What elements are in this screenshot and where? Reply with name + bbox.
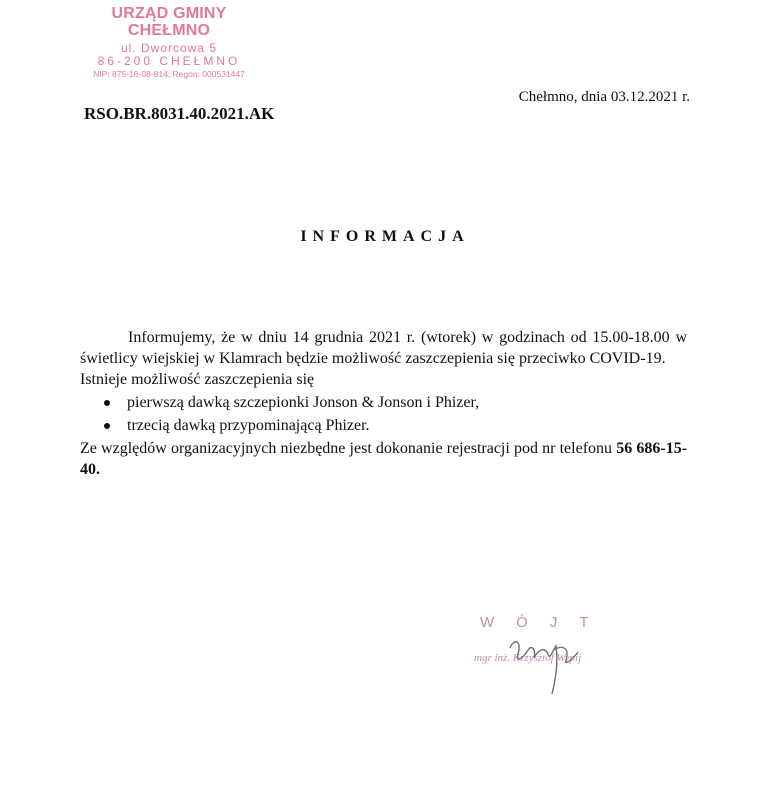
registration-text: Ze względów organizacyjnych niezbędne jest dokonanie rejestracji pod nr telefonu xyxy=(80,440,613,457)
signature-block xyxy=(468,612,638,702)
stamp-city: 86-200 CHEŁMNO xyxy=(97,54,241,69)
stamp-ids: NIP: 875-16-08-814; Regon: 000531447 xyxy=(93,68,245,79)
bullet-icon xyxy=(104,423,110,429)
document-body xyxy=(80,327,687,480)
stamp-street: ul. Dworcowa 5 xyxy=(120,40,218,55)
phone-number: 56 686-15-40. xyxy=(80,440,688,478)
info-paragraph: Informujemy, że w dniu 14 grudnia 2021 r. (wtorek) w godzinach od 15.00-18.00 w świetlicy wiejskiej w Klamrach będzie możliwość zaszczepienia się przeciwko COVID-19. xyxy=(80,329,687,367)
bullet-icon xyxy=(104,400,110,406)
handwritten-signature xyxy=(492,620,602,700)
document-title: INFORMACJA xyxy=(300,228,470,245)
office-stamp xyxy=(74,6,264,79)
reference-number: RSO.BR.8031.40.2021.AK xyxy=(84,104,275,123)
dose-list xyxy=(80,392,687,436)
possibility-line: Istnieje możliwość zaszczepienia się xyxy=(80,371,315,388)
list-item xyxy=(80,415,687,436)
signer-name: mgr inż. Krzysztof Wypij xyxy=(474,652,582,664)
registration-paragraph xyxy=(80,438,687,480)
list-item xyxy=(80,392,687,413)
list-item-text: trzecią dawką przypominającą Phizer. xyxy=(127,417,370,434)
stamp-office-name: URZĄD GMINY CHEŁMNO xyxy=(111,5,227,39)
list-item-text: pierwszą dawką szczepionki Jonson & Jonson i Phizer, xyxy=(127,394,480,411)
document-date: Chełmno, dnia 03.12.2021 r. xyxy=(518,89,690,105)
signature-title: WÓJT xyxy=(480,614,611,631)
